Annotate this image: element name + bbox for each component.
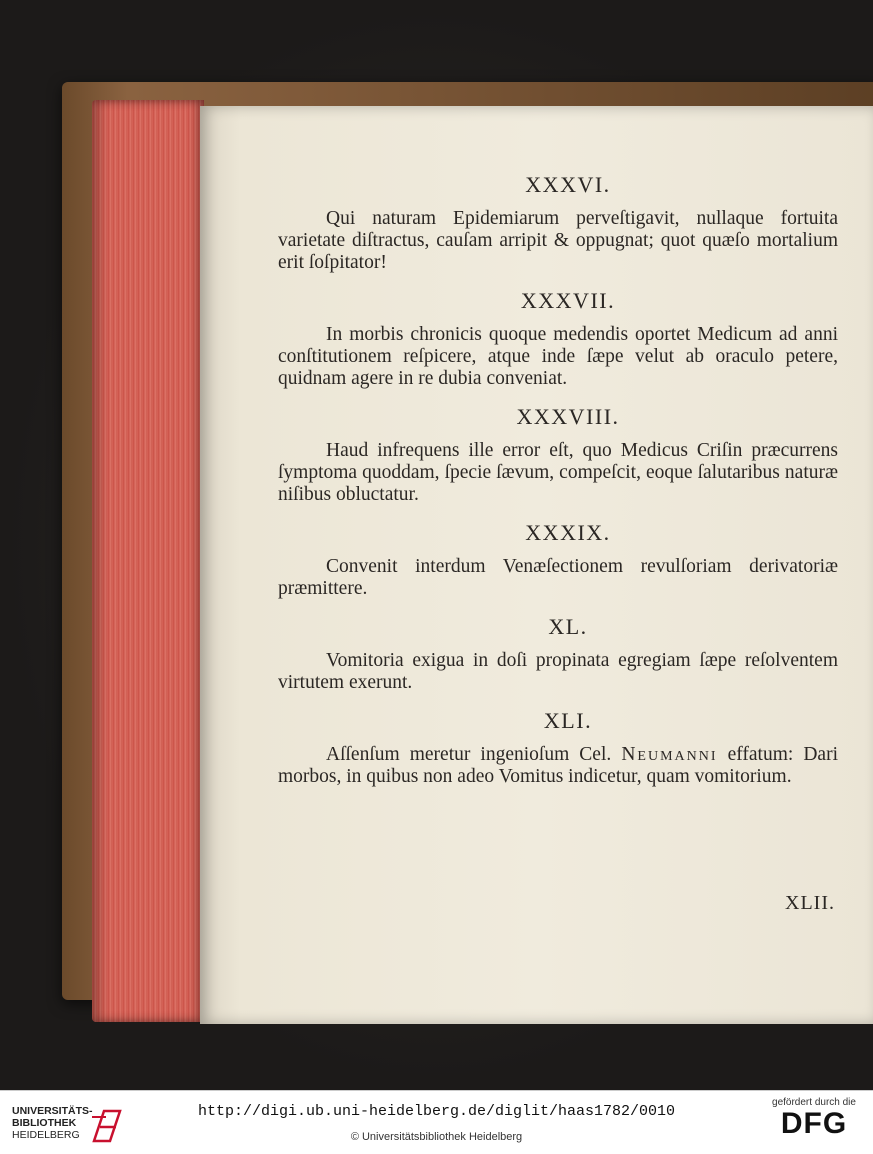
permalink-url[interactable]: http://digi.ub.uni-heidelberg.de/diglit/haas1782/0010 — [197, 1103, 676, 1120]
logo-line-3: HEIDELBERG — [12, 1129, 80, 1141]
dfg-logo[interactable] — [769, 1097, 859, 1149]
section-text: Convenit interdum Venæſectionem revulſoriam derivatoriæ præmittere. — [278, 556, 838, 599]
aphorism-38 — [278, 404, 838, 506]
text-before-name: Aſſenſum meretur ingenioſum Cel. — [326, 744, 622, 765]
aphorism-37 — [278, 288, 838, 390]
book-page — [200, 106, 873, 1024]
section-text: In morbis chronicis quoque medendis oportet Medicum ad anni conſtitutionem reſpicere, atque inde ſæpe velut ab oraculo petere, quidnam agere in re dubia conveniat. — [278, 324, 838, 389]
section-numeral: XXXIX. — [525, 520, 611, 545]
page-edges — [92, 100, 204, 1022]
section-text: Vomitoria exigua in doſi propinata egregiam ſæpe reſolventem virtutem exerunt. — [278, 650, 838, 693]
aphorism-36 — [278, 172, 838, 274]
section-text: Haud infrequens ille error eſt, quo Medicus Criſin præcurrens ſymptoma quoddam, ſpecie ſævum, compeſcit, eoque ſalutaribus naturæ niſibus obluctatur. — [278, 440, 838, 505]
logo-line-1: UNIVERSITÄTS- — [12, 1105, 93, 1117]
footer-bar — [0, 1090, 873, 1154]
section-numeral: XXXVI. — [525, 172, 611, 197]
section-numeral: XXXVII. — [520, 288, 616, 313]
aphorism-40 — [278, 614, 838, 694]
dfg-wordmark: DFG — [780, 1107, 848, 1140]
section-numeral: XL. — [548, 614, 588, 639]
section-text — [278, 744, 838, 788]
section-text: Qui naturam Epidemiarum perveſtigavit, nullaque fortuita varietate diſtractus, cauſam arripit & oppugnat; quot quæſo mortalium erit ſoſpitator! — [278, 208, 838, 273]
dfg-funded-label: gefördert durch die — [772, 1097, 856, 1108]
author-name: Neumanni — [621, 744, 718, 765]
catchword: XLII. — [785, 892, 835, 914]
page-text — [278, 172, 838, 802]
text-after-name: effatum: Dari morbos, in quibus non adeo Vomitus indicetur, quam vomitorium. — [278, 744, 838, 787]
copyright-notice: © Universitätsbibliothek Heidelberg — [350, 1131, 523, 1143]
logo-line-2: BIBLIOTHEK — [12, 1117, 77, 1129]
aphorism-41 — [278, 708, 838, 788]
section-numeral: XXXVIII. — [516, 404, 620, 429]
section-numeral: XLI. — [543, 708, 593, 733]
aphorism-39 — [278, 520, 838, 600]
